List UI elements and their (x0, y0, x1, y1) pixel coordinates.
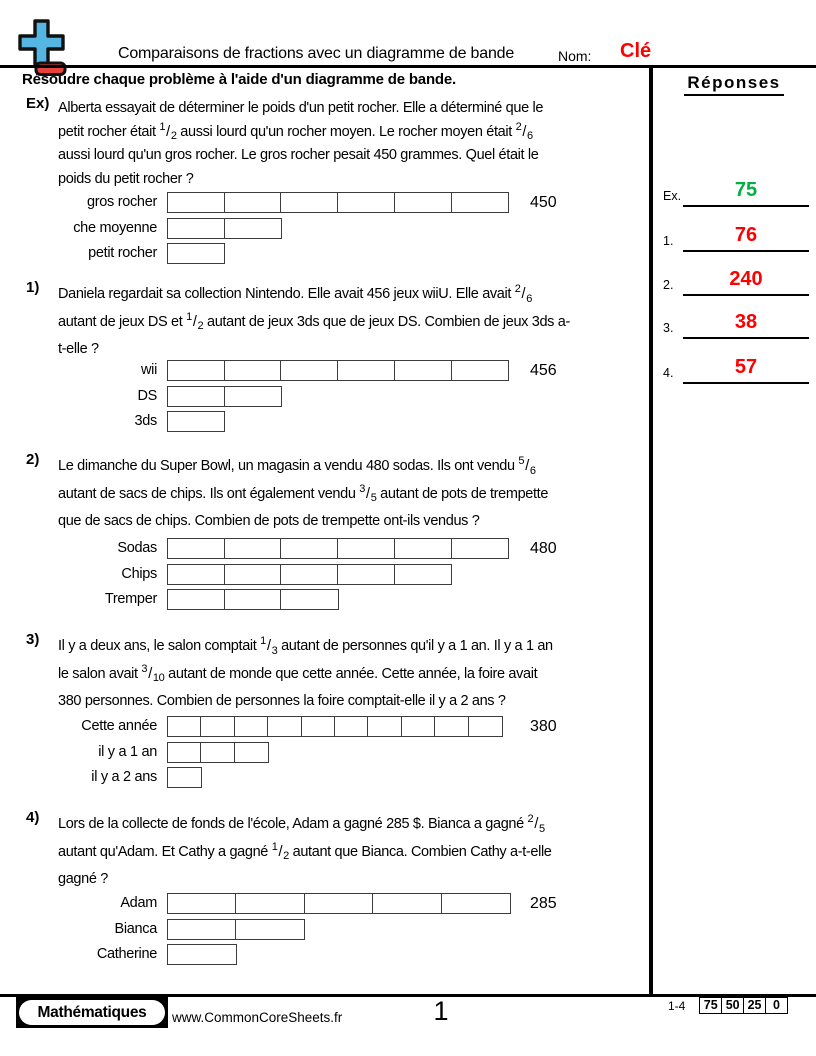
problem-number: 3) (26, 631, 40, 648)
answer-value: 76 (734, 224, 758, 246)
tape-diagram-cell (167, 386, 225, 407)
tape-diagram-cell (224, 386, 282, 407)
tape-diagram-cell (167, 919, 237, 940)
tape-diagram-cell (200, 742, 235, 763)
text-segment: poids du petit rocher ? (58, 170, 194, 187)
tape-diagram-cell (301, 716, 336, 737)
text-segment: Lors de la collecte de fonds de l'école, Adam a gagné 285 $. Bianca a gagné (58, 816, 528, 832)
problem-text (58, 97, 650, 191)
answer-label: 4. (663, 366, 674, 380)
tape-diagram-cell (372, 893, 442, 914)
tape-diagram-bar (167, 218, 282, 239)
tape-diagram-cell (224, 589, 282, 610)
fraction-denominator: 2 (283, 850, 289, 863)
text-segment: Il y a deux ans, le salon comptait (58, 638, 261, 654)
tape-diagram-bar (167, 411, 225, 432)
text-segment: Daniela regardait sa collection Nintendo. Elle avait 456 jeux wiiU. Elle avait (58, 286, 515, 302)
tape-diagram-cell (334, 716, 369, 737)
tape-diagram-bar (167, 243, 225, 264)
tape-diagram-bar (167, 192, 509, 213)
tape-diagram-cell (280, 589, 338, 610)
text-line (58, 121, 650, 145)
answer-blank-line (683, 250, 809, 252)
tape-diagram-cell (167, 243, 225, 264)
answer-label: 1. (663, 234, 674, 248)
text-line (58, 168, 650, 192)
tape-diagram-cell (167, 411, 225, 432)
tape-diagram-cell (167, 893, 237, 914)
tape-diagram-cell (394, 192, 452, 213)
tape-diagram-cell (235, 919, 305, 940)
text-segment: le salon avait (58, 665, 142, 682)
fraction-numerator: 2 (527, 813, 534, 826)
fraction-numerator: 1 (186, 310, 192, 323)
fraction: $^1/_2$ (159, 120, 177, 143)
bar-label: wii (140, 362, 157, 378)
tape-diagram-bar (167, 742, 269, 763)
tape-diagram-cell (235, 893, 305, 914)
fraction-numerator: 3 (359, 482, 366, 495)
bar-total-value: 480 (530, 540, 557, 557)
instruction-text: Résoudre chaque problème à l'aide d'un diagramme de bande. (22, 71, 456, 88)
tape-diagram-bar (167, 538, 509, 559)
bar-label: DS (137, 387, 157, 404)
text-line (58, 97, 650, 121)
bar-label: il y a 2 ans (91, 769, 157, 786)
tape-diagram-bar (167, 919, 305, 940)
answer-label: 2. (663, 278, 674, 292)
tape-diagram-cell (337, 538, 395, 559)
tape-diagram-cell (234, 716, 269, 737)
tape-diagram-cell (167, 538, 225, 559)
text-line (58, 811, 650, 839)
text-line (58, 144, 650, 168)
problem-text (58, 811, 650, 894)
text-segment: autant de jeux DS et (58, 313, 187, 330)
tape-diagram-cell (267, 716, 302, 737)
tape-diagram-cell (394, 564, 452, 585)
text-segment: petit rocher était (58, 123, 160, 140)
tape-diagram-cell (167, 767, 202, 788)
problem-text (58, 281, 650, 364)
text-segment: autant de monde que cette année. Cette année, la foire avait (164, 665, 538, 682)
text-segment: gagné ? (58, 871, 108, 887)
answer-blank-line (683, 337, 809, 339)
fraction-denominator: 3 (271, 644, 278, 657)
fraction: $^1/_2$ (186, 310, 204, 333)
text-segment: autant de sacs de chips. Ils ont également vendu (58, 485, 360, 502)
bar-label: Catherine (96, 946, 157, 963)
answer-blank-line (683, 294, 809, 296)
tape-diagram-cell (167, 944, 237, 965)
tape-diagram-cell (394, 538, 452, 559)
tape-diagram-bar (167, 716, 503, 737)
tape-diagram-cell (367, 716, 402, 737)
fraction-denominator: 5 (539, 822, 545, 835)
text-line (58, 481, 650, 509)
problem-number: Ex) (26, 95, 50, 112)
tape-diagram-cell (167, 716, 202, 737)
tape-diagram-cell (167, 218, 225, 239)
tape-diagram-cell (200, 716, 235, 737)
fraction: $^3/_5$ (359, 482, 377, 505)
tape-diagram-cell (280, 564, 338, 585)
text-line (58, 508, 650, 536)
name-value: Clé (620, 40, 652, 62)
fraction: $^2/_6$ (515, 120, 533, 143)
tape-diagram-cell (224, 360, 282, 381)
fraction: $^2/_5$ (527, 813, 545, 835)
bar-label: gros rocher (86, 194, 157, 210)
tape-diagram-cell (234, 742, 269, 763)
tape-diagram-bar (167, 386, 282, 407)
tape-diagram-bar (167, 893, 511, 914)
tape-diagram-cell (224, 192, 282, 213)
tape-diagram-bar (167, 589, 339, 610)
answer-blank-line (683, 205, 809, 207)
score-cell: 0 (765, 997, 789, 1014)
score-cell: 75 (699, 997, 723, 1014)
answer-label: Ex. (663, 189, 682, 203)
tape-diagram-cell (280, 360, 338, 381)
bar-label: Sodas (117, 540, 157, 556)
fraction-numerator: 1 (260, 635, 266, 648)
text-segment: 380 personnes. Combien de personnes la foire comptait-elle il y a 2 ans ? (58, 693, 506, 709)
text-segment: autant qu'Adam. Et Cathy a gagné (58, 843, 272, 860)
text-segment: Le dimanche du Super Bowl, un magasin a vendu 480 sodas. Ils ont vendu (58, 458, 519, 474)
score-cell: 25 (743, 997, 767, 1014)
answer-blank-line (683, 382, 809, 384)
problem-text (58, 633, 650, 716)
bar-label: Tremper (104, 591, 157, 608)
fraction: $^1/_3$ (260, 635, 278, 657)
problem-range-label: 1-4 (668, 999, 686, 1013)
brand-name: Mathématiques (19, 1000, 165, 1025)
text-line (58, 309, 650, 337)
fraction-denominator: 5 (370, 492, 377, 505)
fraction-denominator: 6 (529, 464, 536, 477)
fraction-denominator: 10 (152, 672, 165, 685)
tape-diagram-cell (304, 893, 374, 914)
tape-diagram-cell (337, 564, 395, 585)
bar-label: Bianca (114, 920, 157, 937)
fraction: $^3/_{10}$ (141, 662, 165, 685)
bar-label: Chips (121, 565, 157, 582)
text-segment: autant de jeux 3ds que de jeux DS. Combien de jeux 3ds a- (203, 313, 570, 330)
tape-diagram-cell (337, 192, 395, 213)
answers-heading: Réponses (652, 73, 816, 96)
tape-diagram-cell (224, 538, 282, 559)
fraction-numerator: 2 (514, 283, 521, 296)
tape-diagram-cell (280, 538, 338, 559)
answer-value: 75 (734, 179, 758, 201)
text-line (58, 281, 650, 309)
bar-label: il y a 1 an (98, 743, 157, 760)
bar-label: che moyenne (73, 219, 157, 236)
text-line (58, 633, 650, 661)
bar-total-value: 380 (530, 718, 557, 735)
answer-value: 38 (734, 311, 758, 333)
tape-diagram-cell (224, 218, 282, 239)
tape-diagram-cell (468, 716, 503, 737)
fraction-numerator: 3 (141, 662, 148, 675)
text-segment: que de sacs de chips. Combien de pots de trempette ont-ils vendus ? (58, 513, 480, 529)
score-cell: 50 (721, 997, 745, 1014)
bar-label: petit rocher (88, 245, 157, 262)
bar-label: 3ds (134, 413, 157, 430)
tape-diagram-cell (167, 360, 225, 381)
problem-number: 4) (26, 809, 40, 826)
text-line (58, 866, 650, 894)
answer-value: 240 (729, 268, 763, 290)
bar-label: Cette année (81, 718, 157, 734)
answer-value: 57 (734, 356, 758, 378)
fraction: $^5/_6$ (518, 455, 536, 477)
tape-diagram-cell (434, 716, 469, 737)
text-line (58, 453, 650, 481)
website-text: www.CommonCoreSheets.fr (172, 1010, 343, 1025)
bar-total-value: 456 (530, 362, 557, 379)
bar-label: Adam (120, 895, 157, 911)
fraction-denominator: 2 (197, 320, 204, 333)
tape-diagram-cell (280, 192, 338, 213)
fraction-numerator: 1 (271, 840, 278, 853)
problem-number: 2) (26, 451, 40, 468)
text-segment: aussi lourd qu'un rocher moyen. Le rocher moyen était (176, 123, 516, 140)
score-table (699, 997, 788, 1014)
text-line (58, 688, 650, 716)
tape-diagram-bar (167, 564, 452, 585)
tape-diagram-cell (441, 893, 511, 914)
bar-total-value: 450 (530, 194, 557, 211)
problem-number: 1) (26, 279, 40, 296)
fraction: $^2/_6$ (514, 283, 532, 305)
fraction-numerator: 5 (518, 455, 525, 468)
tape-diagram-cell (401, 716, 436, 737)
tape-diagram-bar (167, 767, 202, 788)
tape-diagram-bar (167, 360, 509, 381)
problem-text (58, 453, 650, 536)
tape-diagram-cell (167, 192, 225, 213)
text-segment: autant de pots de trempette (376, 485, 549, 502)
text-line (58, 839, 650, 867)
worksheet-title: Comparaisons de fractions avec un diagramme de bande (118, 45, 515, 62)
name-label: Nom: (558, 48, 592, 64)
fraction: $^1/_2$ (271, 840, 289, 863)
answers-panel (652, 66, 816, 995)
fraction-denominator: 2 (170, 130, 177, 143)
text-segment: Alberta essayait de déterminer le poids d'un petit rocher. Elle a déterminé que le (58, 100, 544, 116)
tape-diagram-cell (451, 192, 509, 213)
tape-diagram-cell (451, 538, 509, 559)
fraction-denominator: 6 (527, 130, 533, 143)
text-segment: aussi lourd qu'un gros rocher. Le gros rocher pesait 450 grammes. Quel était le (58, 147, 539, 163)
fraction-denominator: 6 (526, 292, 532, 305)
text-segment: autant de personnes qu'il y a 1 an. Il y a 1 an (277, 638, 553, 654)
text-line (58, 661, 650, 689)
text-segment: t-elle ? (58, 341, 99, 357)
brand-badge (16, 997, 168, 1028)
fraction-numerator: 1 (159, 120, 166, 133)
answer-label: 3. (663, 321, 674, 335)
fraction-numerator: 2 (515, 120, 522, 133)
text-segment: autant que Bianca. Combien Cathy a-t-elle (288, 843, 552, 860)
tape-diagram-cell (167, 589, 225, 610)
bar-total-value: 285 (530, 895, 557, 912)
tape-diagram-cell (451, 360, 509, 381)
tape-diagram-cell (337, 360, 395, 381)
tape-diagram-bar (167, 944, 237, 965)
page-number: 1 (433, 996, 449, 1026)
tape-diagram-cell (167, 564, 225, 585)
tape-diagram-cell (167, 742, 202, 763)
tape-diagram-cell (224, 564, 282, 585)
tape-diagram-cell (394, 360, 452, 381)
